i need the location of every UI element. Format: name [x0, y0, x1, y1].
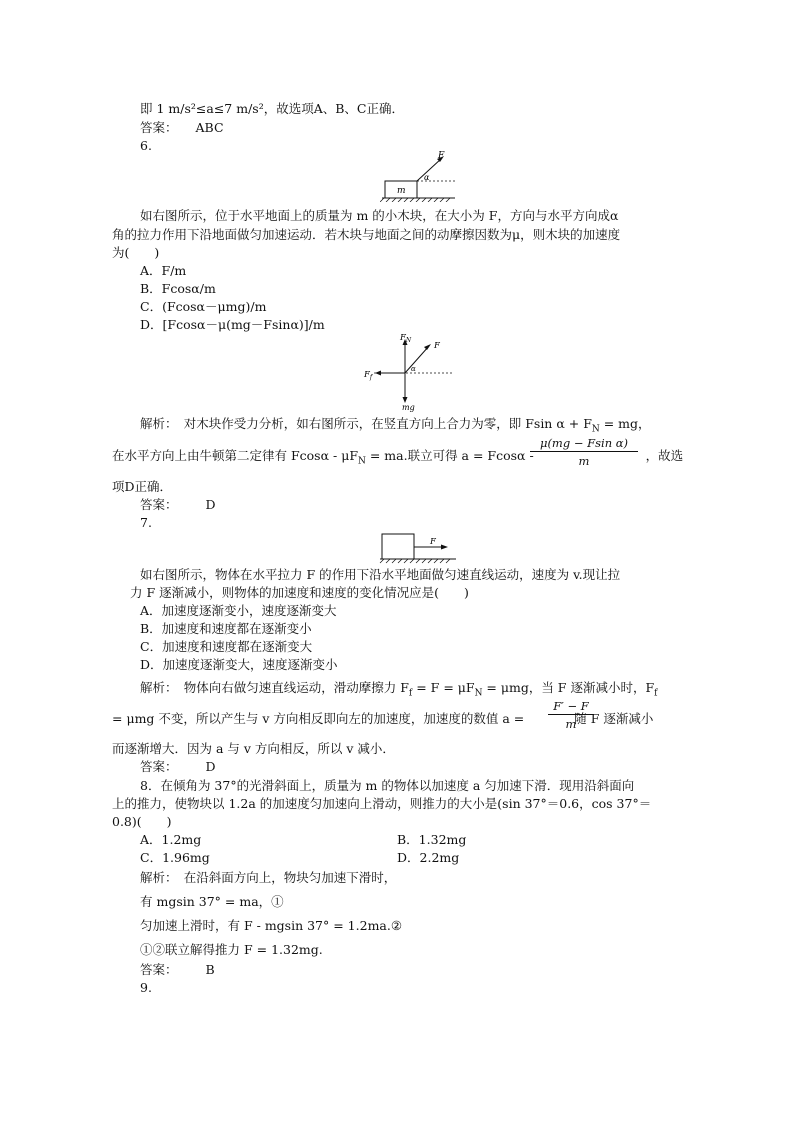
q6-option-b: B．Fcosα/m [140, 281, 216, 296]
q7-option-c: C．加速度和速度都在逐渐变大 [140, 639, 313, 654]
answer-value: B [205, 962, 215, 977]
friction-label: $F_f$ [364, 370, 373, 381]
fraction-denominator: m [565, 717, 577, 731]
q8-stem-line1: 8．在倾角为 37°的光滑斜面上，质量为 m 的物体以加速度 a 匀加速下滑．现用沿斜面向 [140, 778, 635, 793]
q8-analysis-line4: ①②联立解得推力 F = 1.32mg. [140, 942, 323, 957]
block [382, 534, 414, 559]
weight-label: mg [402, 403, 415, 412]
answer-value: D [205, 497, 216, 512]
q7-answer [140, 759, 216, 775]
q8-option-b: B．1.32mg [397, 832, 467, 847]
answer-label: 答案： [140, 497, 178, 512]
q8-analysis-line3: 匀加速上滑时，有 F - mgsin 37° = 1.2ma.② [140, 918, 403, 933]
q7-analysis-line3: 而逐渐增大．因为 a 与 v 方向相反，所以 v 减小． [112, 741, 395, 756]
block-mass-label: m [397, 186, 406, 196]
q6-block-figure [380, 150, 460, 202]
force-label: F [438, 151, 445, 161]
angle-label: α [424, 173, 430, 182]
q8-stem-line2: 上的推力，使物块以 1.2a 的加速度匀加速向上滑动，则推力的大小是(sin 37°＝0.6，cos 37°＝ [112, 796, 652, 811]
q6-stem-line3: 为( ) [112, 245, 160, 260]
q6-stem-line1: 如右图所示，位于水平地面上的质量为 m 的小木块，在大小为 F，方向与水平方向成α [140, 208, 619, 223]
q7-stem-line2: 力 F 逐渐减小，则物体的加速度和速度的变化情况应是( ) [130, 585, 469, 600]
answer-label: 答案： [140, 759, 178, 774]
q5-answer [140, 120, 224, 136]
q8-analysis-line1: 解析： 在沿斜面方向上，物块匀加速下滑时， [140, 870, 397, 885]
fraction-denominator: m [578, 454, 590, 468]
q7-option-d: D．加速度逐渐变大，速度逐渐变小 [140, 657, 338, 672]
q8-answer [140, 962, 215, 978]
q6-answer [140, 497, 216, 513]
q7-option-b: B．加速度和速度都在逐渐变小 [140, 621, 312, 636]
answer-label: 答案： [140, 962, 178, 977]
answer-label: 答案： [140, 120, 178, 135]
force-arrow [417, 158, 442, 181]
q6-option-a: A．F/m [140, 263, 187, 278]
q8-option-a: A．1.2mg [140, 832, 202, 847]
q6-analysis-line2: 在水平方向上由牛顿第二定律有 Fcosα - $\mu F_N$ = ma.联立可得 a = Fcosα - ，故选 [112, 448, 684, 467]
q5-conclusion: 即 1 m/s²≤a≤7 m/s²，故选项A、B、C正确． [140, 101, 404, 116]
applied-force-arrow [405, 346, 429, 373]
fraction-numerator: F′ − F [548, 699, 594, 715]
q6-stem-line2: 角的拉力作用下沿地面做匀加速运动．若木块与地面之间的动摩擦因数为μ，则木块的加速度 [112, 227, 621, 242]
q6-free-body-diagram [358, 330, 458, 412]
answer-value: D [205, 759, 216, 774]
q7-stem-line1: 如右图所示，物体在水平拉力 F 的作用下沿水平地面做匀速直线运动，速度为 v.现让拉 [140, 567, 621, 582]
q7-block-figure [378, 531, 460, 565]
answer-value: ABC [195, 120, 224, 135]
normal-force-label: $F_N$ [400, 333, 412, 344]
q7-option-a: A．加速度逐渐变小，速度逐渐变大 [140, 603, 337, 618]
q6-analysis-line1: 解析： 对木块作受力分析，如右图所示，在竖直方向上合力为零，即 Fsin $\alpha + F_N$ = mg， [140, 416, 651, 435]
q7-analysis-line2: = μmg 不变，所以产生与 v 方向相反即向左的加速度，加速度的数值 a = 随 F 逐渐减小 [112, 711, 654, 726]
q6-analysis-line3: 项D正确． [112, 479, 173, 494]
fraction-numerator: μ(mg − Fsin α) [530, 436, 638, 452]
force-label: F [430, 537, 436, 547]
q6-option-c: C．(Fcosα－μmg)/m [140, 299, 267, 314]
applied-force-label: F [434, 341, 440, 351]
q7-fraction [548, 699, 594, 731]
q7-analysis-line1: 解析： 物体向右做匀速直线运动，滑动摩擦力 $F_f = F = \mu F_N = \mu mg$，当 F 逐渐减小时，$F_f$ [140, 680, 658, 699]
q6-number: 6. [140, 138, 152, 153]
angle-label: α [411, 365, 416, 373]
q6-option-d: D．[Fcosα－μ(mg－Fsinα)]/m [140, 317, 325, 332]
q8-option-d: D．2.2mg [397, 850, 460, 865]
q8-analysis-line2: 有 mgsin 37° = ma，① [140, 894, 284, 909]
q8-option-c: C．1.96mg [140, 850, 210, 865]
q9-number: 9. [140, 980, 152, 995]
q7-number: 7. [140, 515, 152, 530]
q6-fraction [530, 436, 638, 468]
q8-stem-line3: 0.8)( ) [112, 814, 172, 829]
